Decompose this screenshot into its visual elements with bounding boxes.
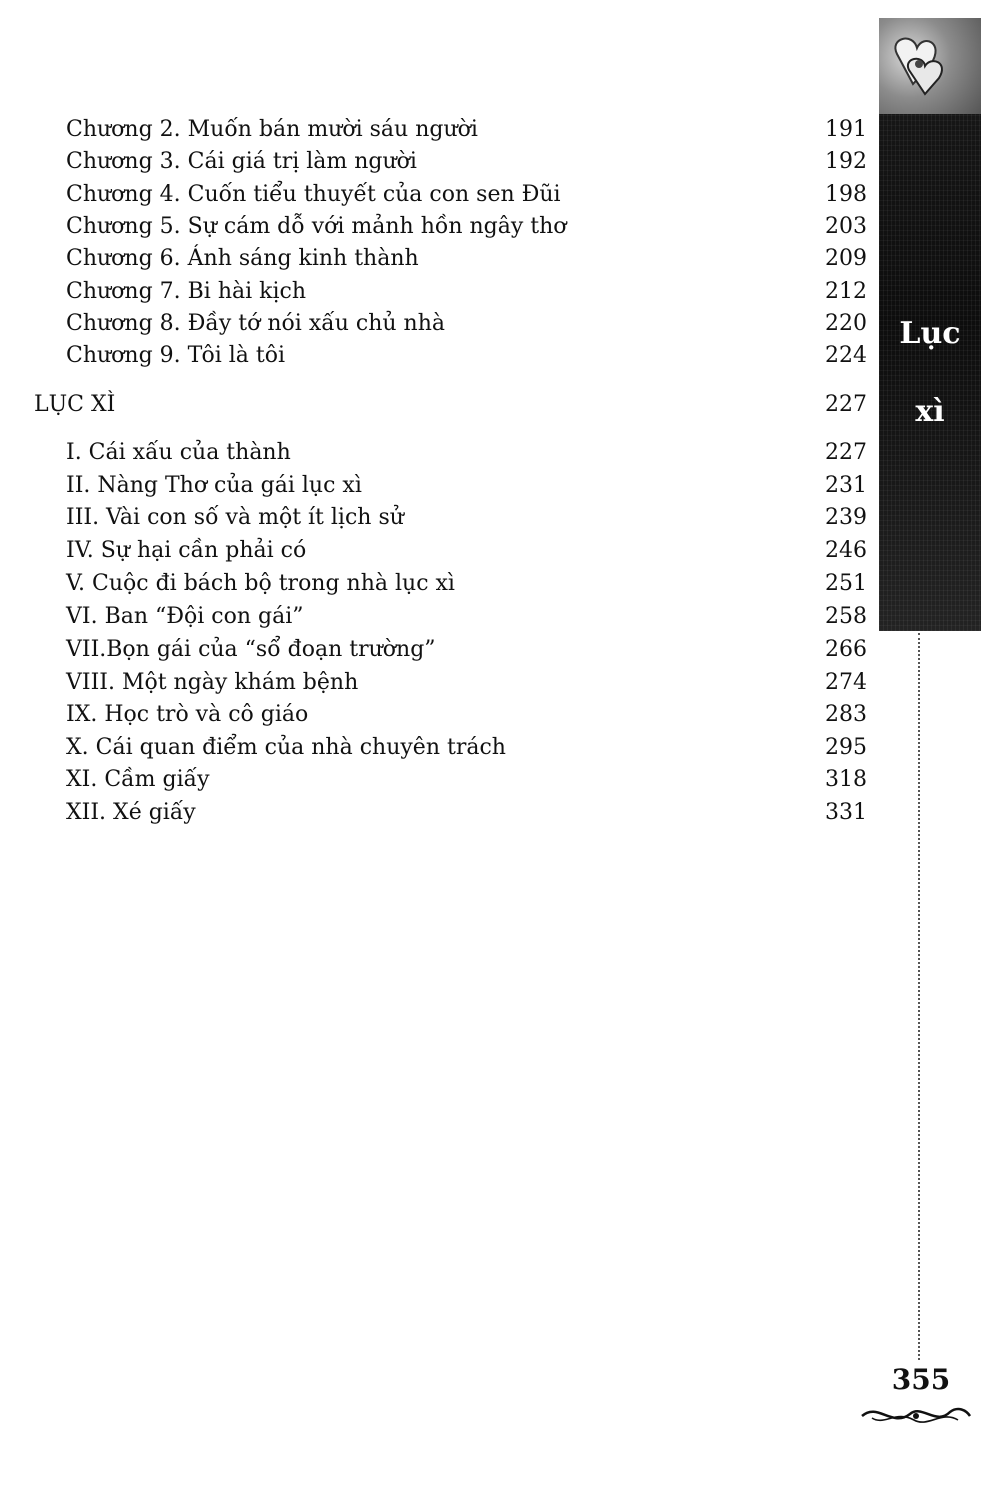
toc-section-row [0, 797, 1000, 829]
toc-entry-title: IV. Sự hại cần phải có [66, 538, 307, 563]
toc-chapter-row [0, 340, 1000, 372]
toc-entry-page: 227 [825, 440, 867, 465]
toc-entry-page: 198 [825, 182, 867, 207]
toc-entry-page: 192 [825, 149, 867, 174]
toc-chapter-row [0, 146, 1000, 178]
side-tab [879, 18, 981, 631]
toc-part-heading [0, 389, 1000, 421]
toc-entry-page: 251 [825, 571, 867, 596]
side-tab-line1: Lục [899, 316, 961, 351]
toc-entry-page: 220 [825, 311, 867, 336]
toc-chapter-row [0, 114, 1000, 146]
toc-entry-page: 295 [825, 735, 867, 760]
toc-section-row [0, 667, 1000, 699]
toc-chapter-row [0, 211, 1000, 243]
toc-entry-title: IX. Học trò và cô giáo [66, 702, 309, 727]
toc-entry-page: 246 [825, 538, 867, 563]
flourish-ornament-icon [858, 1398, 974, 1432]
toc-entry-title: XII. Xé giấy [66, 800, 196, 825]
toc-section-row [0, 601, 1000, 633]
toc-entry-title: III. Vài con số và một ít lịch sử [66, 505, 404, 530]
toc-section-row [0, 764, 1000, 796]
toc-entry-page: 203 [825, 214, 867, 239]
toc-entry-title: Chương 9. Tôi là tôi [66, 343, 286, 368]
toc-chapter-row [0, 179, 1000, 211]
toc-entry-page: 224 [825, 343, 867, 368]
toc-entry-title: Chương 6. Ánh sáng kinh thành [66, 246, 419, 271]
toc-entry-title: Chương 7. Bi hài kịch [66, 279, 307, 304]
toc-section-row [0, 502, 1000, 534]
toc-entry-title: Chương 4. Cuốn tiểu thuyết của con sen Đũi [66, 182, 561, 207]
toc-chapter-row [0, 243, 1000, 275]
page-number: 355 [891, 1363, 951, 1396]
toc-entry-title: VII.Bọn gái của “sổ đoạn trường” [66, 637, 436, 662]
toc-part-title: LỤC XÌ [34, 392, 116, 417]
toc-entry-page: 266 [825, 637, 867, 662]
toc-section-row [0, 634, 1000, 666]
toc-entry-page: 283 [825, 702, 867, 727]
toc-chapter-row [0, 308, 1000, 340]
toc-entry-page: 191 [825, 117, 867, 142]
toc-entry-title: XI. Cầm giấy [66, 767, 210, 792]
toc-entry-page: 209 [825, 246, 867, 271]
toc-section-row [0, 470, 1000, 502]
toc-section-row [0, 732, 1000, 764]
toc-entry-title: VIII. Một ngày khám bệnh [66, 670, 359, 695]
toc-entry-page: 331 [825, 800, 867, 825]
toc-entry-page: 318 [825, 767, 867, 792]
toc-entry-page: 274 [825, 670, 867, 695]
toc-section-row [0, 535, 1000, 567]
side-tab-line2: xì [915, 394, 945, 429]
toc-entry-title: Chương 8. Đầy tớ nói xấu chủ nhà [66, 311, 445, 336]
toc-entry-title: V. Cuộc đi bách bộ trong nhà lục xì [66, 571, 455, 596]
toc-entry-title: II. Nàng Thơ của gái lục xì [66, 473, 362, 498]
toc-entry-page: 258 [825, 604, 867, 629]
hearts-icon [879, 18, 981, 114]
toc-section-row [0, 568, 1000, 600]
toc-entry-title: Chương 3. Cái giá trị làm người [66, 149, 417, 174]
toc-entry-title: I. Cái xấu của thành [66, 440, 291, 465]
toc-entry-title: VI. Ban “Đội con gái” [66, 604, 304, 629]
vertical-dotted-rule [918, 633, 920, 1360]
side-tab-photo [879, 18, 981, 114]
toc-entry-page: 212 [825, 279, 867, 304]
toc-part-page: 227 [825, 392, 867, 417]
toc-section-row [0, 699, 1000, 731]
toc-entry-title: X. Cái quan điểm của nhà chuyên trách [66, 735, 506, 760]
toc-entry-page: 239 [825, 505, 867, 530]
toc-entry-title: Chương 2. Muốn bán mười sáu người [66, 117, 478, 142]
toc-section-row [0, 437, 1000, 469]
toc-entry-page: 231 [825, 473, 867, 498]
toc-entry-title: Chương 5. Sự cám dỗ với mảnh hồn ngây thơ [66, 214, 567, 239]
toc-chapter-row [0, 276, 1000, 308]
